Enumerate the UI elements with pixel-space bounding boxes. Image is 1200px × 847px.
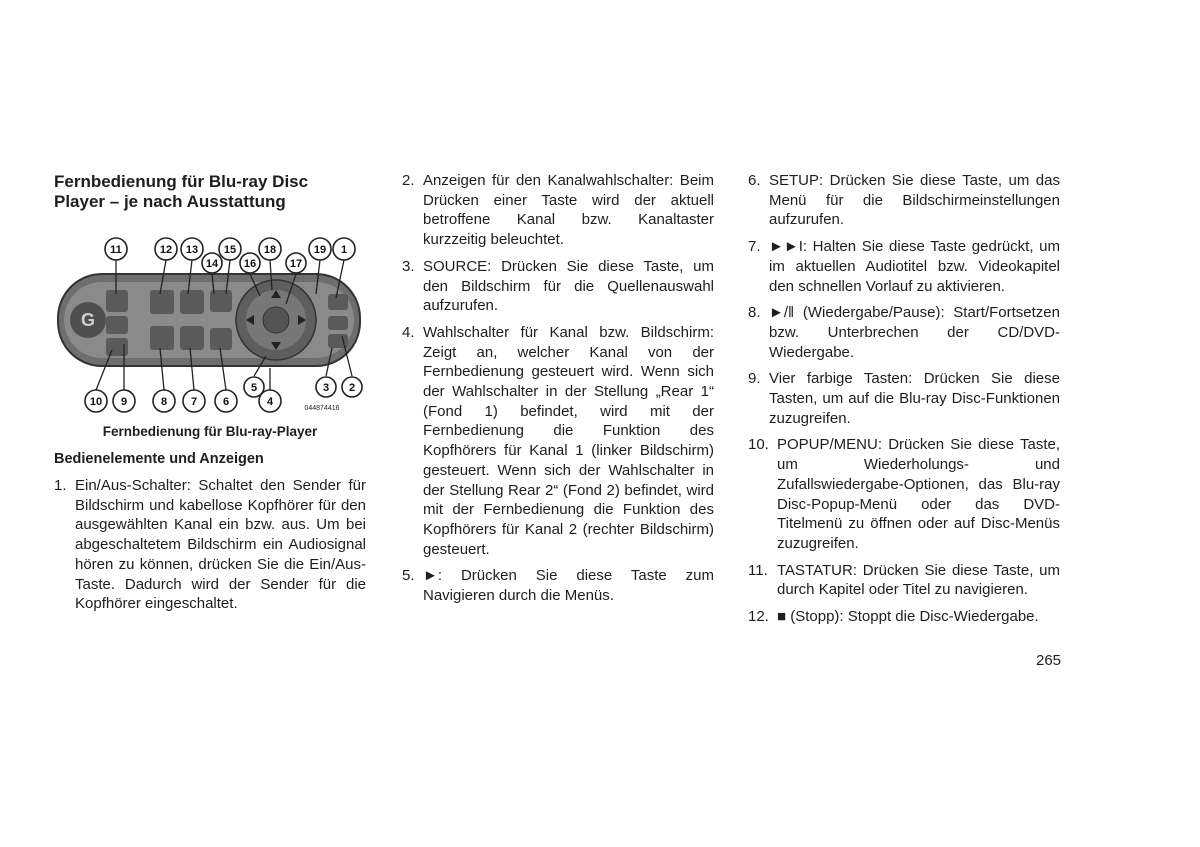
list-item [748,303,1060,362]
subheading: Bedienelemente und Anzeigen [54,451,264,467]
item-number: 10. [748,436,769,454]
item-number: 1. [54,477,67,494]
item-text: ►/ǁ (Wiedergabe/Pause): Start/Fortsetzen bzw. Unterbrechen der CD/DVD-Wiedergabe. [769,304,1060,361]
list-item [402,566,714,605]
item-number: 11. [748,561,768,579]
callout-label: 13 [185,244,199,256]
item-number: 2. [402,172,415,189]
page-number: 265 [1036,652,1062,669]
item-number: 8. [748,304,761,322]
item-text: Ein/Aus-Schalter: Schaltet den Sender für Bildschirm und kabellose Kopfhörer für den ausgewählten Kanal ein bzw. aus. Um bei abgeschaltetem Bildschirm ein Audiosignal hören zu können, drücken Sie die Ein/Aus-Taste. Dadurch wird der Sender für die Kopfhörer eingeschaltet. [75,477,366,613]
item-text: SETUP: Drücken Sie diese Taste, um das Menü für die Bildschirmeinstellungen aufzurufen. [769,172,1060,229]
list-item [748,561,1060,600]
callout-label: 19 [313,244,327,256]
callout-label: 11 [110,244,122,256]
callout-label: 18 [263,244,277,256]
list-item [54,476,366,614]
section-title: Fernbedienung für Blu-ray Disc Player – je nach Ausstattung [54,172,309,211]
callout-label: 16 [243,258,257,270]
item-number: 7. [748,238,761,256]
item-text: TASTATUR: Drücken Sie diese Taste, um durch Kapitel oder Titel zu navigieren. [777,561,1060,599]
item-text: ■ (Stopp): Stoppt die Disc-Wiedergabe. [777,608,1039,626]
callout-label: 1 [340,244,348,256]
list-item [748,369,1060,428]
column-1-list [54,476,366,621]
callout-label: 5 [250,382,258,394]
column-3-list [748,171,1060,634]
callout-label: 3 [322,382,330,394]
item-number: 6. [748,172,761,189]
list-item [402,171,714,250]
callout-label: 8 [160,396,168,408]
item-text: POPUP/MENU: Drücken Sie diese Taste, um Wiederholungs- und Zufallswiedergabe-Optionen, das Blu-ray Disc-Popup-Menü oder das DVD-Titelmenü zu öffnen oder auf Disc-Menüs zuzugreifen. [777,436,1060,552]
callout-label: 17 [289,258,303,270]
item-number: 4. [402,323,415,341]
callout-label: 15 [223,244,237,256]
item-text: SOURCE: Drücken Sie diese Taste, um den Bildschirm für die Quellenauswahl aufzurufen. [423,257,714,315]
column-2-list [402,171,714,613]
callout-label: 10 [89,396,103,408]
callout-label: 12 [159,244,173,256]
item-text: ►: Drücken Sie diese Taste zum Navigieren durch die Menüs. [423,567,714,605]
list-item [748,171,1060,230]
callout-label: 9 [120,396,128,408]
list-item [748,237,1060,296]
item-number: 12. [748,608,769,626]
figure-caption: Fernbedienung für Blu-ray-Player [102,424,318,439]
list-item [748,607,1060,627]
part-code: 044874416 [304,405,340,412]
item-text: Wahlschalter für Kanal bzw. Bildschirm: Zeigt an, welcher Kanal von der Fernbedienung gesteuert wird. Wenn sich der Wahlschalter in der Stellung „Rear 1“ (Fond 1) befindet, wird mit der Fernbedienung die Funktion des Kopfhörers für Kanal 1 (linker Bildschirm) gesteuert. Wenn sich der Wahlschalter in der Stellung Rear 2“ (Fond 2) befindet, wird mit der Fernbedienung die Funktion des Kopfhörers für Kanal 2 (rechter Bildschirm) gesteuert. [423,323,714,558]
callout-label: 6 [222,396,230,408]
remote-control-figure [54,232,366,422]
item-number: 9. [748,370,761,388]
item-text: Vier farbige Tasten: Drücken Sie diese Tasten, um auf die Blu-ray Disc-Funktionen zuzugreifen. [769,370,1060,427]
list-item [402,323,714,559]
item-text: ►►I: Halten Sie diese Taste gedrückt, um im aktuellen Audiotitel bzw. Videokapitel den schnellen Vorlauf zu aktivieren. [769,238,1060,295]
callout-label: 7 [190,396,198,408]
list-item [748,435,1060,553]
item-text: Anzeigen für den Kanalwahlschalter: Beim Drücken einer Taste wird der aktuell betroffene Kanal bzw. Kanaltaster kurzzeitig beleuchtet. [423,172,714,249]
list-item [402,257,714,316]
callout-label: 4 [266,396,274,408]
item-number: 5. [402,567,415,585]
item-number: 3. [402,257,415,275]
callout-label: 14 [205,258,219,270]
callout-label: 2 [348,382,356,394]
svg-text:G: G [80,310,96,330]
